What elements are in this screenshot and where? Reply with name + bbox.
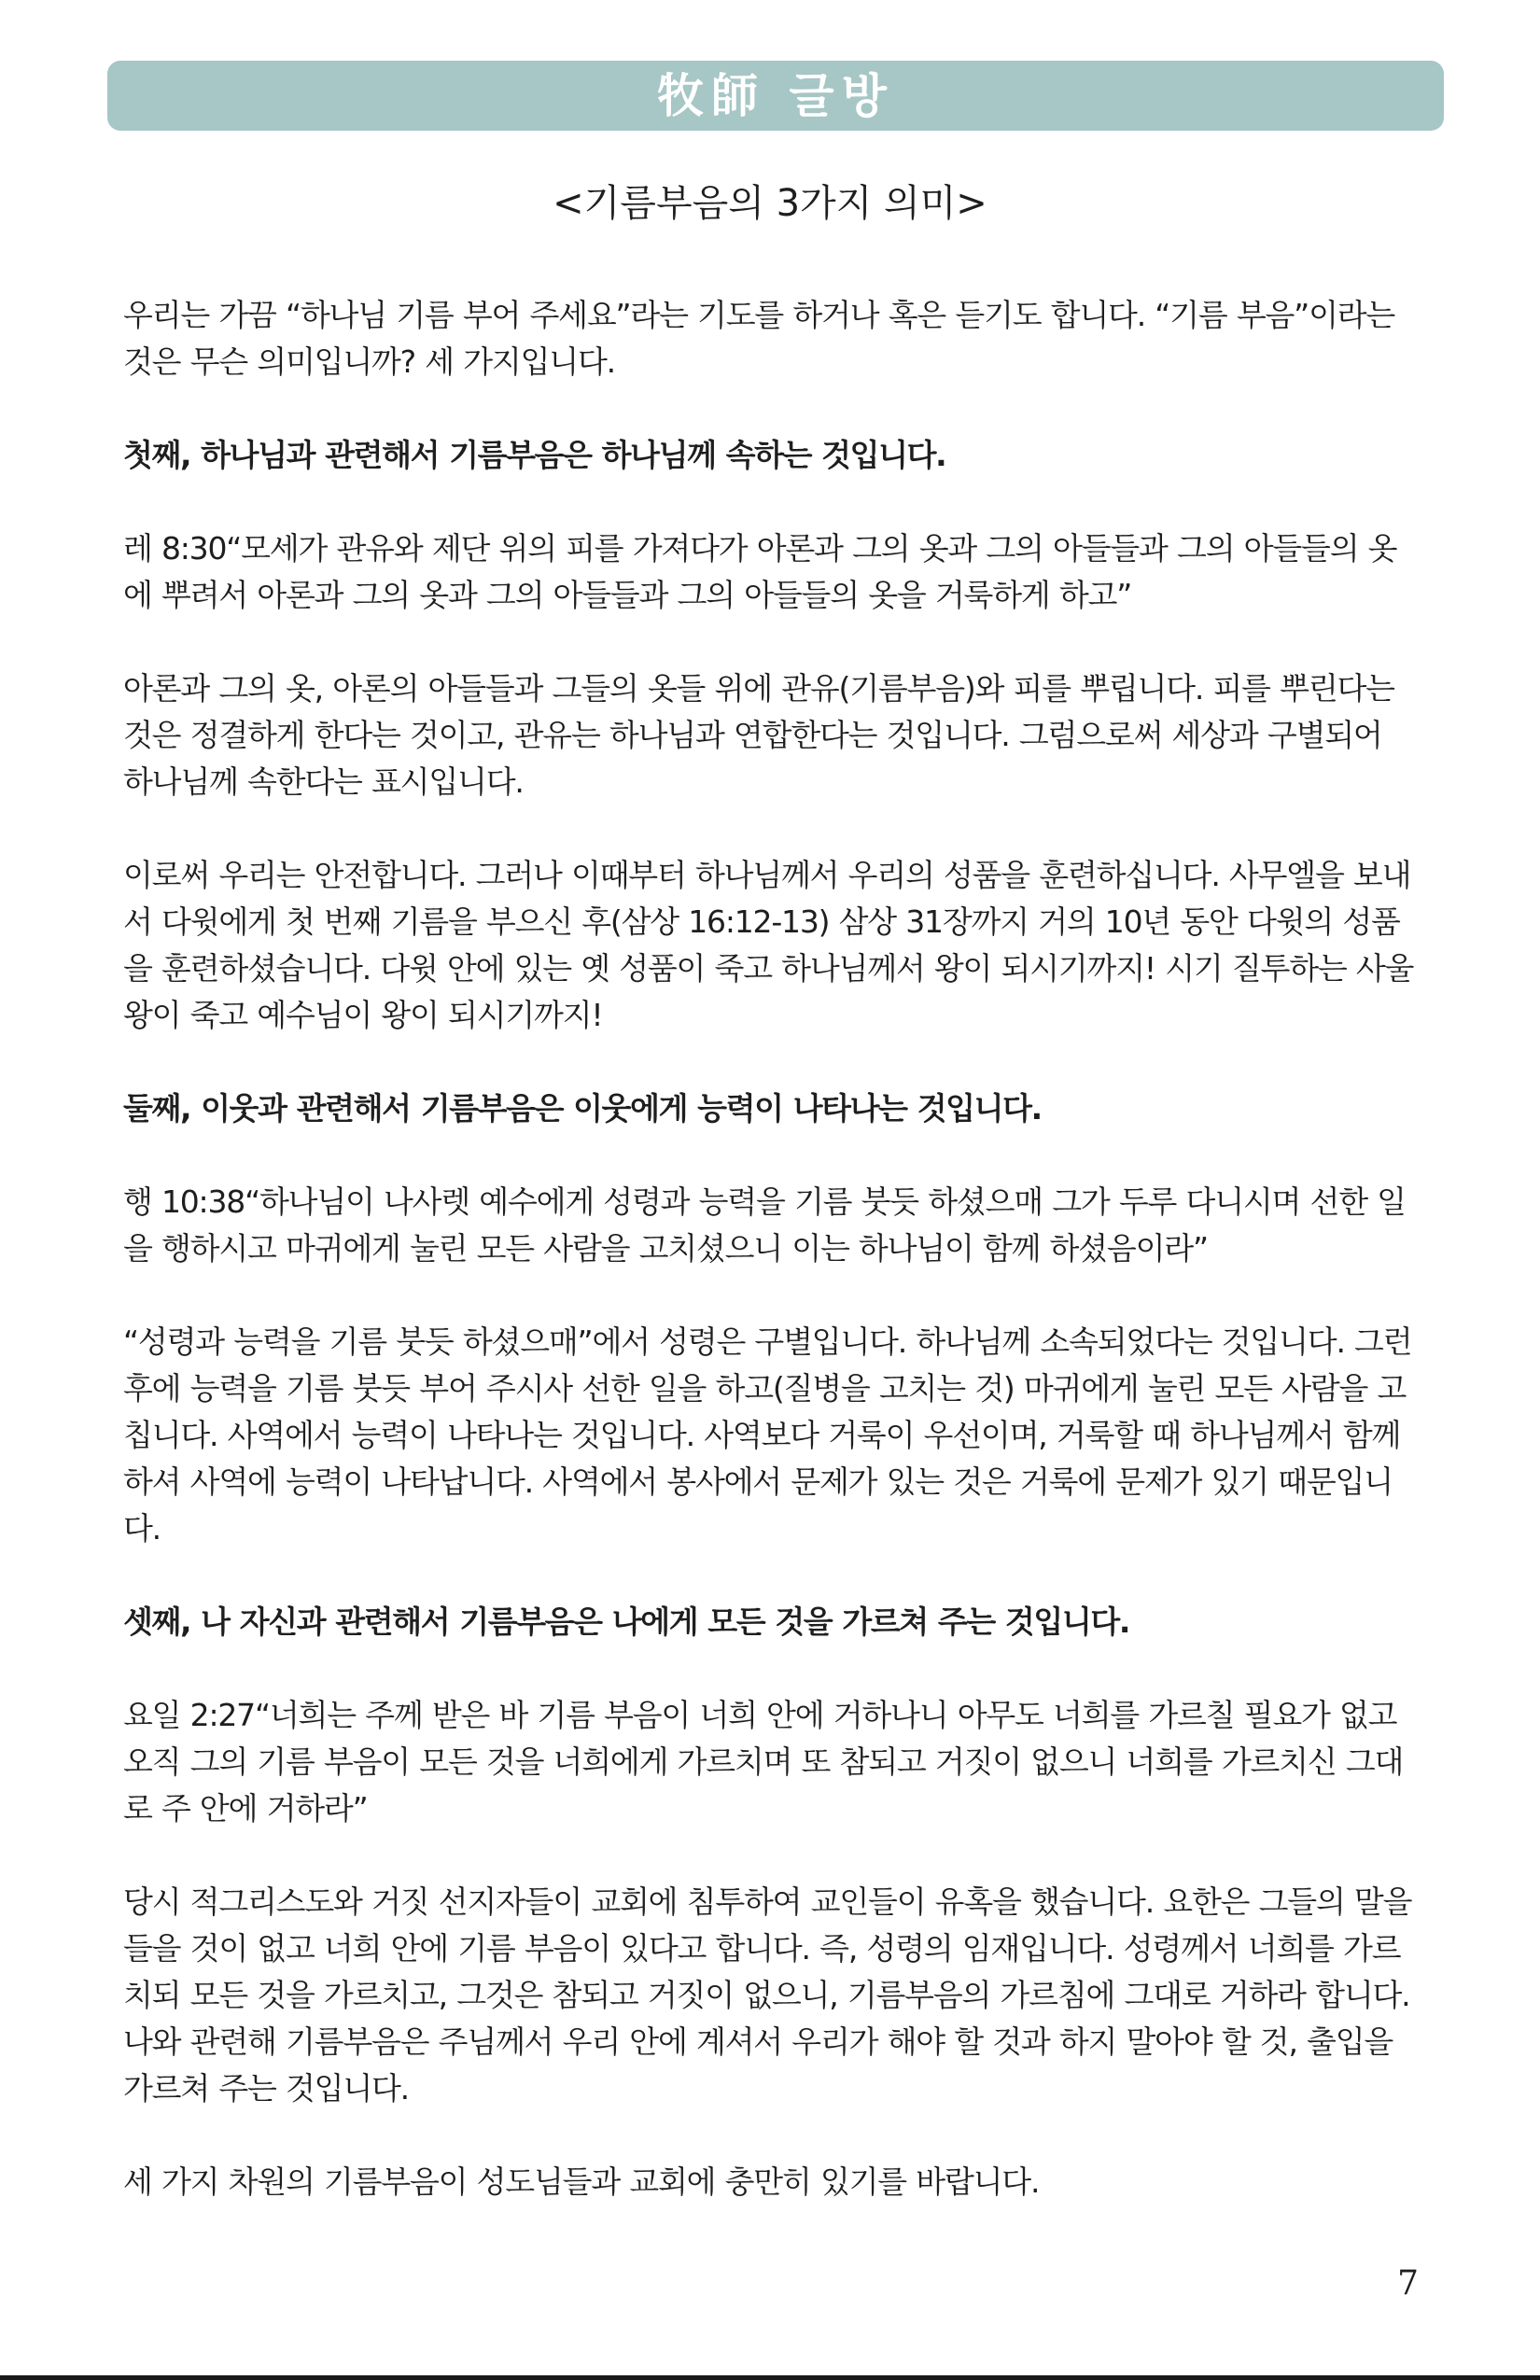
bottom-rule	[0, 2375, 1540, 2380]
paragraph-intro: 우리는 가끔 “하나님 기름 부어 주세요”라는 기도를 하거나 혹은 듣기도 합니다. “기름 부음”이라는 것은 무슨 의미입니까? 세 가지입니다.	[123, 297, 1395, 380]
column-header-title: 牧師 글방	[656, 68, 894, 123]
page-number: 7	[1397, 2264, 1419, 2303]
scripture-quote-1john: 요일 2:27“너희는 주께 받은 바 기름 부음이 너희 안에 거하나니 아무도 너희를 가르칠 필요가 없고 오직 그의 기름 부음이 모든 것을 너희에게 가르치며 또 참되고 거짓이 없으니 너희를 가르치신 그대로 주 안에 거하라”	[123, 1697, 1404, 1827]
paragraph-closing: 세 가지 차원의 기름부음이 성도님들과 교회에 충만히 있기를 바랍니다.	[123, 2163, 1040, 2200]
paragraph-explanation-1: 아론과 그의 옷, 아론의 아들들과 그들의 옷들 위에 관유(기름부음)와 피를 뿌립니다. 피를 뿌린다는 것은 정결하게 한다는 것이고, 관유는 하나님과 연합한다는 것입니다. 그럼으로써 세상과 구별되어 하나님께 속한다는 표시입니다.	[123, 670, 1394, 800]
paragraph-explanation-3: “성령과 능력을 기름 붓듯 하셨으매”에서 성령은 구별입니다. 하나님께 소속되었다는 것입니다. 그런 후에 능력을 기름 붓듯 부어 주시사 선한 일을 하고(질병을 고치는 것) 마귀에게 눌린 모든 사람을 고칩니다. 사역에서 능력이 나타나는 것입니다. 사역보다 거룩이 우선이며, 거룩할 때 하나님께서 함께 하셔 사역에 능력이 나타납니다. 사역에서 봉사에서 문제가 있는 것은 거룩에 문제가 있기 때문입니다.	[123, 1323, 1412, 1547]
article-body	[123, 292, 1416, 2205]
section-heading-first: 첫째, 하나님과 관련해서 기름부음은 하나님께 속하는 것입니다.	[123, 437, 946, 473]
section-heading-third: 셋째, 나 자신과 관련해서 기름부음은 나에게 모든 것을 가르쳐 주는 것입니다.	[123, 1603, 1129, 1640]
paragraph-explanation-4: 당시 적그리스도와 거짓 선지자들이 교회에 침투하여 교인들이 유혹을 했습니다. 요한은 그들의 말을 들을 것이 없고 너희 안에 기름 부음이 있다고 합니다. 즉, 성령의 임재입니다. 성령께서 너희를 가르치되 모든 것을 가르치고, 그것은 참되고 거짓이 없으니, 기름부음의 가르침에 그대로 거하라 합니다. 나와 관련해 기름부음은 주님께서 우리 안에 계셔서 우리가 해야 할 것과 하지 말아야 할 것, 출입을 가르쳐 주는 것입니다.	[123, 1883, 1412, 2107]
document-title: <기름부음의 3가지 의미>	[553, 182, 987, 225]
scripture-quote-acts: 행 10:38“하나님이 나사렛 예수에게 성령과 능력을 기름 붓듯 하셨으매 그가 두루 다니시며 선한 일을 행하시고 마귀에게 눌린 모든 사람을 고치셨으니 이는 하나님이 함께 하셨음이라”	[123, 1183, 1406, 1267]
section-heading-second: 둘째, 이웃과 관련해서 기름부음은 이웃에게 능력이 나타나는 것입니다.	[123, 1090, 1042, 1127]
scripture-quote-leviticus: 레 8:30“모세가 관유와 제단 위의 피를 가져다가 아론과 그의 옷과 그의 아들들과 그의 아들들의 옷에 뿌려서 아론과 그의 옷과 그의 아들들과 그의 아들들의 옷을 거룩하게 하고”	[123, 530, 1397, 613]
column-header-band	[107, 61, 1444, 131]
paragraph-explanation-2: 이로써 우리는 안전합니다. 그러나 이때부터 하나님께서 우리의 성품을 훈련하십니다. 사무엘을 보내서 다윗에게 첫 번째 기름을 부으신 후(삼상 16:12-13) 삼상 31장까지 거의 10년 동안 다윗의 성품을 훈련하셨습니다. 다윗 안에 있는 옛 성품이 죽고 하나님께서 왕이 되시기까지! 시기 질투하는 사울왕이 죽고 예수님이 왕이 되시기까지!	[123, 857, 1414, 1033]
